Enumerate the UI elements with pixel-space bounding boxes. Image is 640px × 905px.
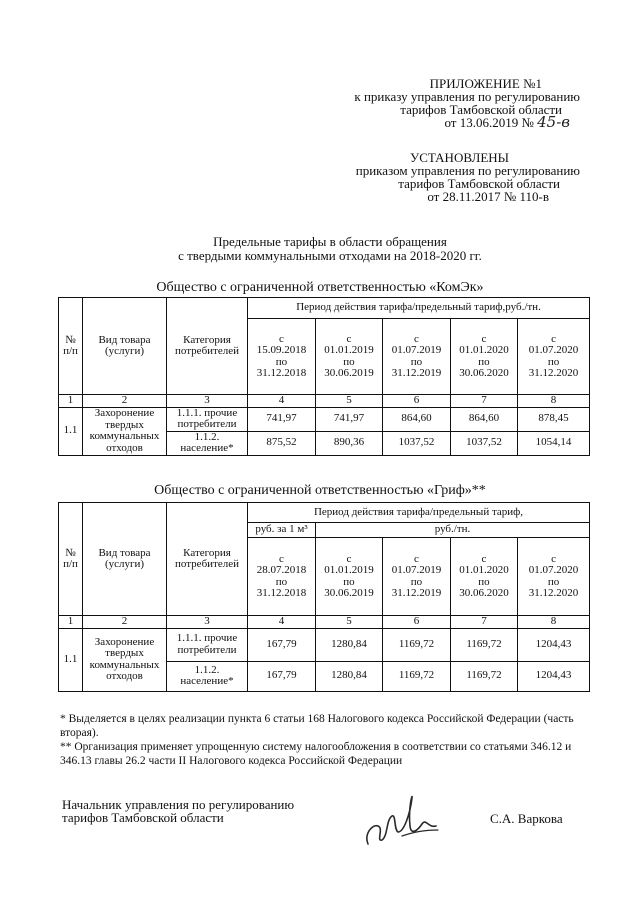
grif-tariff-table [58,502,590,692]
komek-header-num: № п/п [59,298,83,395]
grif-row-num: 1.1 [59,628,83,691]
komek-value: 1037,52 [451,431,518,455]
grif-col-number: 4 [248,616,316,629]
signature-position [62,798,362,824]
komek-col-number: 8 [518,395,590,408]
komek-header-period: Период действия тарифа/предельный тариф,руб./тн. [248,298,590,319]
komek-value: 890,36 [316,431,383,455]
document-title-line2: с твердыми коммунальными отходами на 2018-2020 гг. [178,248,482,263]
komek-col-number: 7 [451,395,518,408]
approved-line3: от 28.11.2017 № 110-в [427,189,549,204]
appendix-header [300,77,580,129]
grif-value: 167,79 [248,628,316,661]
komek-category: 1.1.2. население* [167,431,248,455]
komek-value: 878,45 [518,407,590,431]
signature-position-line2: тарифов Тамбовской области [62,810,224,825]
komek-col-number: 6 [383,395,451,408]
komek-value: 864,60 [383,407,451,431]
signature-position-line1: Начальник управления по регулированию [62,797,295,812]
grif-unit-m3: руб. за 1 м³ [248,523,316,538]
komek-period: с 01.07.2020 по 31.12.2020 [518,319,590,395]
appendix-line3 [300,113,580,131]
komek-value: 864,60 [451,407,518,431]
komek-col-number: 1 [59,395,83,408]
komek-service: Захоронение твердых коммунальных отходов [83,407,167,455]
appendix-line2: тарифов Тамбовской области [400,102,562,117]
grif-company-title: Общество с ограниченной ответственностью «Гриф»** [154,483,486,498]
grif-value: 1280,84 [316,661,383,691]
komek-period: с 01.01.2019 по 30.06.2019 [316,319,383,395]
grif-col-number: 2 [83,616,167,629]
komek-period: с 01.07.2019 по 31.12.2019 [383,319,451,395]
grif-value: 1169,72 [451,661,518,691]
komek-value: 741,97 [316,407,383,431]
grif-period: с 01.07.2020 по 31.12.2020 [518,538,590,616]
grif-col-number: 3 [167,616,248,629]
komek-value: 1037,52 [383,431,451,455]
appendix-line1: к приказу управления по регулированию [354,89,580,104]
komek-category: 1.1.1. прочие потребители [167,407,248,431]
footnote-vat: * Выделяется в целях реализации пункта 6 статьи 168 Налогового кодекса Российской Федерации (часть вторая). [60,713,574,739]
grif-col-number: 8 [518,616,590,629]
grif-service: Захоронение твердых коммунальных отходов [83,628,167,691]
grif-col-number: 7 [451,616,518,629]
grif-value: 1204,43 [518,628,590,661]
komek-period: с 15.09.2018 по 31.12.2018 [248,319,316,395]
document-title-line1: Предельные тарифы в области обращения [213,234,447,249]
grif-col-number: 6 [383,616,451,629]
approved-title: УСТАНОВЛЕНЫ [410,150,509,165]
komek-header-product: Вид товара (услуги) [83,298,167,395]
grif-value: 1204,43 [518,661,590,691]
grif-unit-tn: руб./тн. [316,523,590,538]
order-date: от 13.06.2019 № [444,115,534,130]
grif-col-number: 1 [59,616,83,629]
komek-row-num: 1.1 [59,407,83,455]
appendix-title: ПРИЛОЖЕНИЕ №1 [429,76,542,91]
grif-header-product: Вид товара (услуги) [83,503,167,616]
grif-value: 1169,72 [383,661,451,691]
komek-company-title: Общество с ограниченной ответственностью «КомЭк» [156,280,484,295]
komek-col-number: 2 [83,395,167,408]
signatory-name: С.А. Варкова [490,811,563,826]
grif-category: 1.1.2. население* [167,661,248,691]
handwritten-signature [358,786,448,852]
grif-header-category: Категория потребителей [167,503,248,616]
komek-period: с 01.01.2020 по 30.06.2020 [451,319,518,395]
grif-period: с 28.07.2018 по 31.12.2018 [248,538,316,616]
komek-value: 741,97 [248,407,316,431]
komek-value: 875,52 [248,431,316,455]
footnote-tax-system: ** Организация применяет упрощенную систему налогообложения в соответствии со статьями 346.12 и 346.13 главы 26.2 части II Налогового кодекса Российской Федерации [60,741,572,767]
grif-value: 167,79 [248,661,316,691]
grif-period: с 01.01.2020 по 30.06.2020 [451,538,518,616]
grif-col-number: 5 [316,616,383,629]
document-title [160,235,500,263]
komek-col-number: 3 [167,395,248,408]
grif-value: 1169,72 [451,628,518,661]
grif-period: с 01.07.2019 по 31.12.2019 [383,538,451,616]
grif-value: 1169,72 [383,628,451,661]
komek-value: 1054,14 [518,431,590,455]
approved-line1: приказом управления по регулированию [355,163,580,178]
grif-period: с 01.01.2019 по 30.06.2019 [316,538,383,616]
grif-header-num: № п/п [59,503,83,616]
handwritten-order-number: 45-в [537,113,570,131]
komek-col-number: 5 [316,395,383,408]
grif-category: 1.1.1. прочие потребители [167,628,248,661]
approved-line2: тарифов Тамбовской области [398,176,560,191]
komek-header-category: Категория потребителей [167,298,248,395]
grif-value: 1280,84 [316,628,383,661]
grif-header-period: Период действия тарифа/предельный тариф, [248,503,590,523]
komek-tariff-table [58,297,590,456]
komek-col-number: 4 [248,395,316,408]
approved-header [300,151,580,203]
